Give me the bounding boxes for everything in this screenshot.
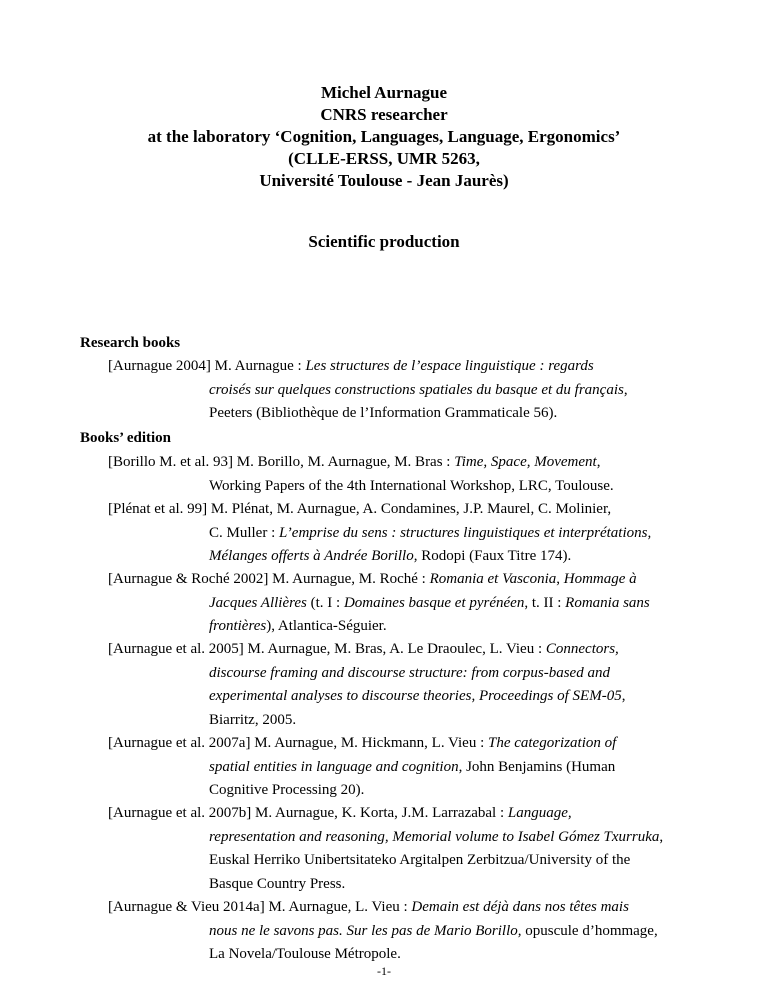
bibliography-entry: [Aurnague & Vieu 2014a] M. Aurnague, L. Vieu : Demain est déjà dans nos têtes mais nous ne le savons pas. Sur les pas de Mario Borillo, opuscule d’hommage, La Novela/Toulouse Métropole. bbox=[108, 899, 658, 962]
author-header bbox=[0, 82, 768, 192]
page-number: -1- bbox=[377, 964, 391, 978]
bibliography-entry: [Plénat et al. 99] M. Plénat, M. Aurnague, A. Condamines, J.P. Maurel, C. Molinier, C. Muller : L’emprise du sens : structures linguistiques et interprétations, Mélanges offerts à Andrée Borillo, Rodopi (Faux Titre 174). bbox=[108, 501, 652, 564]
bibliography-entry: [Aurnague & Roché 2002] M. Aurnague, M. Roché : Romania et Vasconia, Hommage à Jacques Allières (t. I : Domaines basque et pyrénéen, t. II : Romania sans frontières), Atlantica-Séguier. bbox=[108, 571, 650, 634]
bibliography-entry: [Aurnague et al. 2007b] M. Aurnague, K. Korta, J.M. Larrazabal : Language, representation and reasoning, Memorial volume to Isabel Gómez Txurruka, Euskal Herriko Unibertsitateko Argitalpen Zerbitzua/University of the Basque Country Press. bbox=[108, 805, 664, 892]
bibliography-entry: [Aurnague et al. 2007a] M. Aurnague, M. Hickmann, L. Vieu : The categorization of spatial entities in language and cognition, John Benjamins (Human Cognitive Processing 20). bbox=[108, 735, 617, 798]
bibliography-entry: [Aurnague et al. 2005] M. Aurnague, M. Bras, A. Le Draoulec, L. Vieu : Connectors, discourse framing and discourse structure: from corpus-based and experimental analyses to discourse theories, Proceedings of SEM-05, Biarritz, 2005. bbox=[108, 641, 626, 728]
section-heading-books-edition: Books’ edition bbox=[80, 430, 171, 446]
document-subtitle: Scientific production bbox=[308, 232, 460, 251]
bibliography-entry: [Aurnague 2004] M. Aurnague : Les structures de l’espace linguistique : regards croisés sur quelques constructions spatiales du basque et du français, Peeters (Bibliothèque de l’Information Grammaticale 56). bbox=[108, 358, 628, 421]
bibliography-entry: [Borillo M. et al. 93] M. Borillo, M. Aurnague, M. Bras : Time, Space, Movement, Working Papers of the 4th International Workshop, LRC, Toulouse. bbox=[108, 454, 614, 494]
section-heading-research-books: Research books bbox=[80, 335, 181, 351]
author-university: Université Toulouse - Jean Jaurès) bbox=[259, 171, 509, 190]
author-position: CNRS researcher bbox=[320, 105, 448, 124]
author-name: Michel Aurnague bbox=[320, 83, 448, 102]
author-unit: (CLLE-ERSS, UMR 5263, bbox=[288, 149, 480, 168]
author-laboratory: at the laboratory ‘Cognition, Languages, Language, Ergonomics’ bbox=[147, 127, 621, 146]
